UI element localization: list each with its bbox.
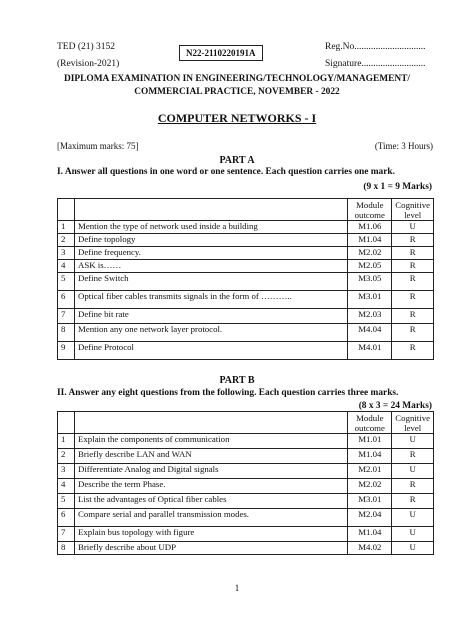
cognitive-level-header: Cognitive level [392,199,434,221]
question-text: Explain bus topology with figure [75,527,348,542]
cognitive-level: R [392,234,434,247]
module-outcome: M3.01 [348,291,392,309]
cognitive-level: R [392,260,434,273]
question-number: 5 [58,273,75,291]
module-outcome: M4.04 [348,324,392,342]
table-row [58,479,434,494]
module-outcome: M2.02 [348,479,392,494]
question-number: 8 [58,324,75,342]
module-outcome: M1.01 [348,434,392,449]
question-number: 5 [58,494,75,509]
table-row [58,273,434,291]
max-marks: [Maximum marks: 75] [57,141,139,151]
exam-title-line2: COMMERCIAL PRACTICE, NOVEMBER - 2022 [134,87,340,97]
question-number: 9 [58,342,75,360]
cognitive-level: R [392,324,434,342]
cognitive-level: R [392,342,434,360]
paper-code-box: N22-2110220191A [179,45,263,61]
question-number: 7 [58,309,75,324]
table-row [58,247,434,260]
cognitive-level: R [392,247,434,260]
exam-title-line1: DIPLOMA EXAMINATION IN ENGINEERING/TECHNOLOGY/MANAGEMENT/ [64,74,410,84]
table-header [58,412,434,434]
question-number: 7 [58,527,75,542]
question-text: Define Protocol [75,342,348,360]
module-outcome: M4.01 [348,342,392,360]
module-outcome: M2.01 [348,464,392,479]
page-number: 1 [234,583,240,593]
question-number: 1 [58,221,75,234]
table-row [58,260,434,273]
cognitive-level: U [392,221,434,234]
question-number: 6 [58,509,75,527]
part-b-marks: (8 x 3 = 24 Marks) [358,401,432,411]
question-text: Define bit rate [75,309,348,324]
question-text: Explain the components of communication [75,434,348,449]
table-row [58,221,434,234]
module-outcome: M3.05 [348,273,392,291]
table-row [58,449,434,464]
question-number: 1 [58,434,75,449]
part-a-table [57,198,434,360]
subject-title: COMPUTER NETWORKS - I [157,111,317,125]
question-number: 3 [58,464,75,479]
cognitive-level: U [392,527,434,542]
table-row [58,527,434,542]
table-row [58,494,434,509]
question-text: Mention any one network layer protocol. [75,324,348,342]
module-outcome: M2.03 [348,309,392,324]
cognitive-level: U [392,509,434,527]
part-a-title: PART A [219,155,255,166]
module-outcome: M1.06 [348,221,392,234]
question-text: List the advantages of Optical fiber cables [75,494,348,509]
cognitive-level: R [392,273,434,291]
header-right [325,39,426,73]
module-outcome-header: Module outcome [348,412,392,434]
cognitive-level: U [392,464,434,479]
table-row [58,234,434,247]
exam-time: (Time: 3 Hours) [374,141,433,151]
question-text: Briefly describe LAN and WAN [75,449,348,464]
module-outcome: M1.04 [348,449,392,464]
question-text: Describe the term Phase. [75,479,348,494]
question-number: 2 [58,449,75,464]
module-outcome: M1.04 [348,527,392,542]
cognitive-level: R [392,494,434,509]
table-row [58,324,434,342]
question-number: 6 [58,291,75,309]
table-row [58,309,434,324]
question-number: 3 [58,247,75,260]
table-header [58,199,434,221]
header-left [57,39,119,73]
question-text: Differentiate Analog and Digital signals [75,464,348,479]
part-b-table [57,411,434,555]
table-row [58,542,434,555]
module-outcome: M4.02 [348,542,392,555]
table-row [58,342,434,360]
question-number: 4 [58,479,75,494]
cognitive-level: U [392,434,434,449]
table-row [58,291,434,309]
module-outcome-header: Module outcome [348,199,392,221]
part-a-instruction: I. Answer all questions in one word or one sentence. Each question carries one mark. [57,167,395,177]
question-text: Define topology [75,234,348,247]
question-number: 2 [58,234,75,247]
part-b-instruction: II. Answer any eight questions from the following. Each question carries three marks. [57,388,399,398]
question-text: Define Switch [75,273,348,291]
module-outcome: M2.05 [348,260,392,273]
marks-time-row [57,141,433,151]
signature: Signature........................... [325,59,426,69]
cognitive-level: R [392,449,434,464]
course-code: TED (21) 3152 [57,42,116,52]
question-text: Mention the type of network used inside a building [75,221,348,234]
question-text: Briefly describe about UDP [75,542,348,555]
question-text: ASK is…… [75,260,348,273]
reg-no: Reg.No.............................. [325,42,426,52]
question-number: 8 [58,542,75,555]
module-outcome: M3.01 [348,494,392,509]
question-text: Define frequency. [75,247,348,260]
module-outcome: M2.04 [348,509,392,527]
table-row [58,509,434,527]
question-number: 4 [58,260,75,273]
question-text: Compare serial and parallel transmission modes. [75,509,348,527]
cognitive-level: R [392,479,434,494]
cognitive-level: R [392,309,434,324]
question-text: Optical fiber cables transmits signals in the form of ……….. [75,291,348,309]
part-b-title: PART B [219,375,255,386]
cognitive-level: U [392,542,434,555]
cognitive-level: R [392,291,434,309]
exam-title [40,73,434,99]
module-outcome: M1.04 [348,234,392,247]
table-row [58,434,434,449]
module-outcome: M2.02 [348,247,392,260]
table-row [58,464,434,479]
cognitive-level-header: Cognitive level [392,412,434,434]
part-a-marks: (9 x 1 = 9 Marks) [363,182,432,192]
revision: (Revision-2021) [57,59,120,69]
